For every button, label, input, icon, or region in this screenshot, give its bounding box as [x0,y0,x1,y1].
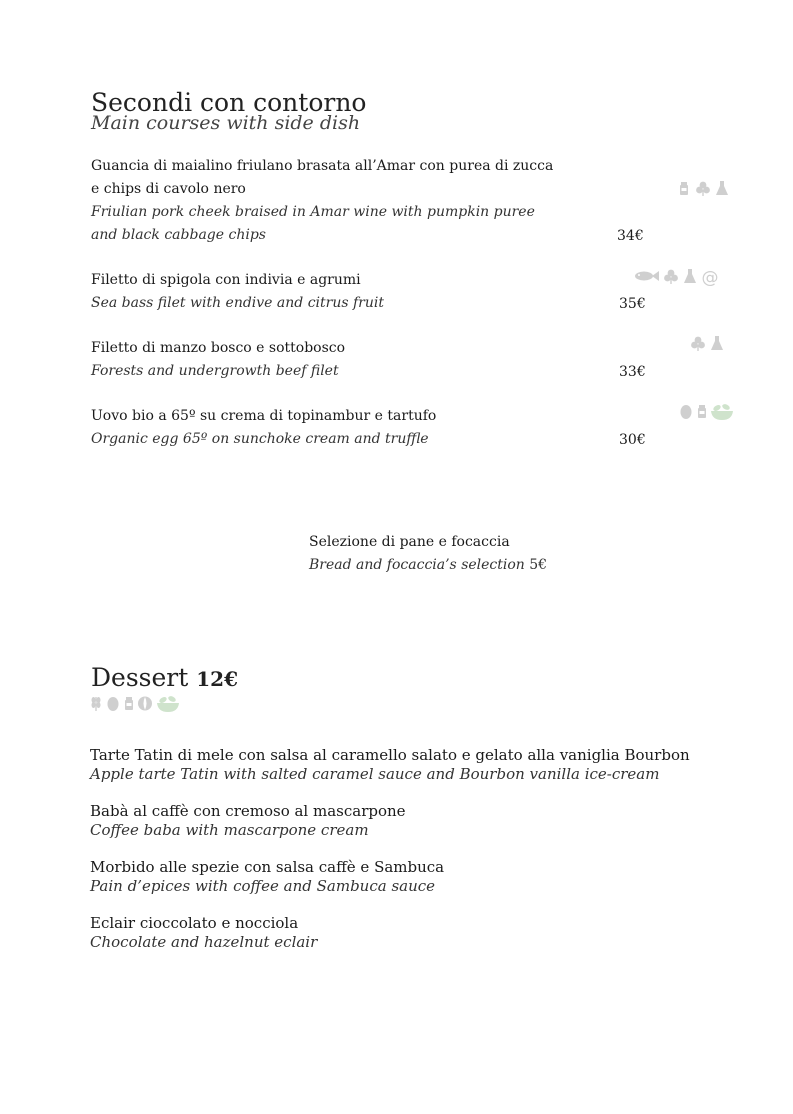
menu-item-it: Guancia di maialino friulano brasata all’Amar con purea di zucca [91,158,554,174]
egg-icon [678,403,694,419]
bread-it: Selezione di pane e focaccia [309,534,510,550]
flask-icon [709,335,725,351]
allergen-icons [90,695,180,711]
bread-en: Bread and focaccia’s selection [309,557,525,573]
at-icon [701,268,719,284]
dessert-item-it: Eclair cioccolato e nocciola [90,914,299,932]
menu-item-it: Uovo bio a 65º su crema di topinambur e tartufo [91,408,437,424]
dessert-item-en: Apple tarte Tatin with salted caramel sauce and Bourbon vanilla ice-cream [90,765,660,783]
wheat-icon [90,695,102,711]
allergen-icons [632,268,719,284]
dessert-item-en: Pain d’epices with coffee and Sambuca sauce [90,877,436,895]
allergen-icons [678,403,734,419]
allergen-icons [690,335,725,351]
egg-icon [105,695,121,711]
bottle-icon [124,695,134,711]
bottle-icon [697,403,707,419]
menu-item-en: Organic egg 65º on sunchoke cream and truffle [91,431,429,447]
celery-icon [690,335,706,351]
section-title: Secondi con contorno [91,88,367,117]
menu-item-en: Sea bass filet with endive and citrus fruit [91,295,384,311]
allergen-icons [676,180,730,196]
section-title: Dessert [91,663,189,692]
section-subtitle: Main courses with side dish [91,112,361,134]
dessert-item-it: Babà al caffè con cremoso al mascarpone [90,802,406,820]
menu-item-it: e chips di cavolo nero [91,181,246,197]
menu-item-it: Filetto di spigola con indivia e agrumi [91,272,361,288]
menu-item-en: and black cabbage chips [91,227,266,243]
menu-item-price: 35€ [619,296,646,312]
svg-text:@: @ [701,268,719,286]
menu-item-en: Friulian pork cheek braised in Amar wine with pumpkin puree [91,204,535,220]
dessert-item-it: Morbido alle spezie con salsa caffè e Sambuca [90,858,445,876]
nut-icon [137,695,153,711]
dessert-item-en: Coffee baba with mascarpone cream [90,821,369,839]
dessert-price: 12€ [196,667,238,691]
dessert-item-en: Chocolate and hazelnut eclair [90,933,318,951]
menu-item-price: 30€ [619,432,646,448]
menu-item-price: 34€ [617,228,644,244]
dessert-header [91,665,238,692]
bowl-icon [156,695,180,711]
bottle-icon [676,180,692,196]
dessert-item-it: Tarte Tatin di mele con salsa al caramello salato e gelato alla vaniglia Bourbon [90,746,690,764]
celery-icon [695,180,711,196]
bowl-icon [710,403,734,419]
bread-price: 5€ [529,557,548,573]
flask-icon [714,180,730,196]
menu-item-en: Forests and undergrowth beef filet [91,363,339,379]
menu-item-price: 33€ [619,364,646,380]
fish-icon [632,268,660,284]
bread-line [309,554,547,577]
menu-item-it: Filetto di manzo bosco e sottobosco [91,340,346,356]
flask-icon [682,268,698,284]
celery-icon [663,268,679,284]
